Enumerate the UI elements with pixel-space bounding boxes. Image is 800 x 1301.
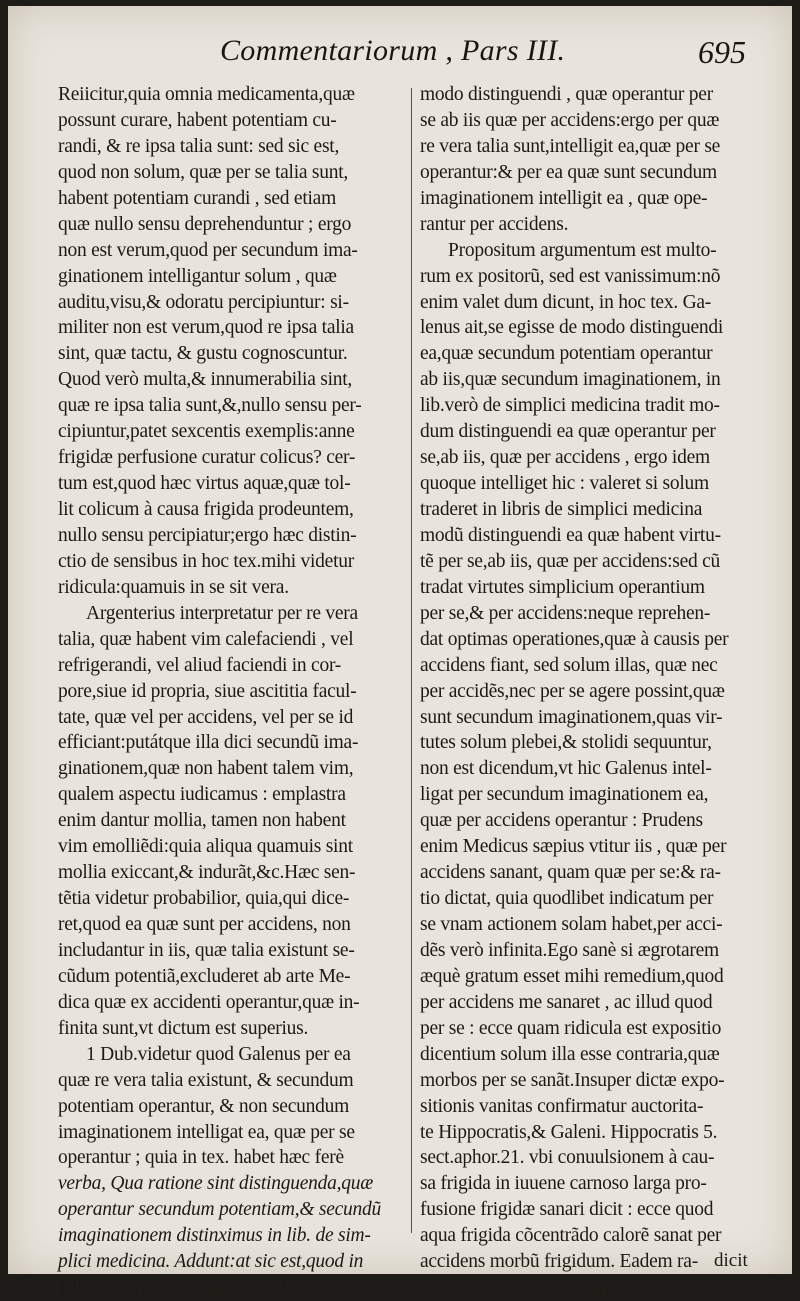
text-line: æquè gratum esset mihi remedium,quod [420, 965, 724, 987]
text-line: dẽs verò infinita.Ego sanè si ægrotarem [420, 939, 719, 961]
column-divider [411, 88, 412, 1233]
text-line: quæ re vera talia existunt, & secundum [58, 1069, 354, 1091]
text-line: Propositum argumentum est multo- [448, 239, 717, 261]
text-line: lib.verò de simplici medicina tradit mo- [420, 395, 720, 417]
page-number: 695 [698, 34, 746, 70]
text-line: possunt curare, habent potentiam cu- [58, 109, 337, 131]
text-line: Reiicitur,quia omnia medicamenta,quæ [58, 84, 355, 105]
text-line: dicentium solum illa esse contraria,quæ [420, 1043, 720, 1065]
text-line: quod non solum, quæ per se talia sunt, [58, 161, 349, 183]
text-line: mollia exiccant,& indurãt,&c.Hæc sen- [58, 862, 356, 884]
text-line: fusione frigidæ sanari dicit : ecce quod [420, 1199, 714, 1221]
text-line: se,ab iis, quæ per accidens , ergo idem [420, 447, 710, 469]
text-line: imaginationem intelligit ea , quæ ope- [420, 187, 708, 209]
text-line: ea,quæ secundum potentiam operantur [420, 343, 713, 365]
text-line: enim dantur mollia, tamen non habent [58, 810, 346, 832]
text-line: Quod verò multa,& innumerabilia sint, [58, 369, 353, 391]
text-line: lenus ait,se egisse de modo distinguendi [420, 317, 724, 339]
text-line: accidens sanant, quam quæ per se:& ra- [420, 862, 721, 884]
text-line: pore,siue id propria, siue ascititia facul- [58, 680, 357, 702]
text-line: frigidæ perfusione curatur colicus? cer- [58, 447, 356, 469]
text-line: tum est,quod hæc virtus aquæ,quæ tol- [58, 473, 351, 495]
text-line: ginationem intelligantur solum , quæ [58, 265, 337, 287]
text-line: sa frigida in iuuene carnoso larga pro- [420, 1173, 707, 1195]
text-line: ret,quod ea quæ sunt per accidens, non [58, 914, 351, 935]
text-line: enim valet dum dicunt, in hoc tex. Ga- [420, 291, 712, 313]
text-line: modo distinguendi , quæ operantur per [420, 84, 713, 105]
text-line: rum ex positorũ, sed est vanissimum:nõ [420, 265, 721, 287]
text-line: dum distinguendi ea quæ operantur per [420, 421, 716, 443]
text-line: vim emolliẽdi:quia aliqua quamuis sint [58, 836, 353, 858]
text-line: quæ per accidens operantur : Prudens [420, 810, 703, 832]
text-line: sint, quæ tactu, & gustu cognoscuntur. [58, 343, 348, 365]
text-line: potentiam operantur, & non secundum [58, 1095, 350, 1117]
text-line: ligat per secundum imaginationem ea, [420, 784, 709, 806]
text-line: dica quæ ex accidenti operantur,quæ in- [58, 991, 360, 1013]
text-line: tio dictat, quia quodlibet indicatum per [420, 888, 714, 910]
text-line: tione,Galenus 3. de temperamentis,c.5. [420, 1277, 714, 1299]
text-line: nullo sensu percipiatur;ergo hæc distin- [58, 524, 357, 546]
text-line: qualem aspectu iudicamus : emplastra [58, 784, 346, 806]
text-line: auditu,visu,& odoratu percipiuntur: si- [58, 291, 349, 313]
text-line: operantur:& per ea quæ sunt secundum [420, 161, 717, 183]
text-line: quæ re ipsa talia sunt,&,nullo sensu per- [58, 395, 362, 417]
text-line: morbos per se sanãt.Insuper dictæ expo- [420, 1069, 725, 1091]
text-line: refrigerandi, vel aliud faciendi in cor- [58, 654, 342, 676]
text-line: habent potentiam curandi , sed etiam [58, 187, 336, 209]
running-title: Commentariorum , Pars III. [220, 34, 566, 67]
text-line: lit colicum à causa frigida prodeuntem, [58, 499, 354, 520]
text-line: imaginationem intelligat ea, quæ per se [58, 1121, 355, 1143]
text-line: imaginationem distinximus in lib. de sim- [58, 1225, 371, 1247]
text-line: enim Medicus sæpius vtitur iis , quæ per [420, 836, 727, 858]
book-page [8, 6, 792, 1299]
text-line: aqua frigida cõcentrãdo calorẽ sanat per [420, 1225, 722, 1247]
text-line: tradat virtutes simplicium operantium [420, 576, 705, 598]
text-line: quæ nullo sensu deprehenduntur ; ergo [58, 213, 352, 235]
text-line: tẽtia videtur probabilior, quia,qui dice- [58, 888, 350, 910]
text-line: talia, quæ habent vim calefaciendi , vel [58, 628, 354, 650]
text-line: efficiant:putátque illa dici secundũ ima- [58, 732, 359, 754]
text-line: ginationem,quæ non habent talem vim, [58, 758, 354, 780]
text-line: operantur ; quia in tex. habet hæc ferè [58, 1147, 344, 1169]
text-line: modũ distinguendi ea quæ habent virtu- [420, 524, 721, 546]
text-line: 1.lib. & tertio de simplici med. egit de [58, 1277, 346, 1299]
text-line: traderet in libris de simplici medicina [420, 499, 703, 520]
text-line: tẽ per se,ab iis, quæ per accidens:sed cũ [420, 550, 721, 572]
text-line: te Hippocratis,& Galeni. Hippocratis 5. [420, 1121, 718, 1143]
text-line: tate, quæ vel per accidens, vel per se id [58, 706, 354, 728]
text-line: Argenterius interpretatur per re vera [86, 602, 358, 624]
text-line: per accidẽs,nec per se agere possint,quæ [420, 680, 725, 702]
text-line: verba, Qua ratione sint distinguenda,quæ [58, 1173, 373, 1195]
text-line: randi, & re ipsa talia sunt: sed sic est, [58, 135, 340, 157]
text-line: per se,& per accidens:neque reprehen- [420, 602, 711, 624]
text-line: per accidens me sanaret , ac illud quod [420, 991, 713, 1013]
text-line: ctio de sensibus in hoc tex.mihi videtur [58, 550, 354, 572]
text-line: quoque intelliget hic : valeret si solum [420, 473, 709, 495]
text-line: ridicula:quamuis in se sit vera. [58, 576, 289, 598]
text-line: se vnam actionem solam habet,per acci- [420, 914, 723, 935]
text-line: cipiuntur,patet sexcentis exemplis:anne [58, 421, 355, 443]
text-line: dat optimas operationes,quæ à causis per [420, 628, 729, 650]
text-line: operantur secundum potentiam,& secundũ [58, 1199, 382, 1221]
text-line: accidens fiant, sed solum illas, quæ nec [420, 654, 718, 676]
text-line: ab iis,quæ secundum imaginationem, in [420, 369, 721, 391]
text-line: includantur in iis, quæ talia existunt se- [58, 939, 355, 961]
text-line: 1 Dub.videtur quod Galenus per ea [86, 1043, 351, 1065]
text-line: plici medicina. Addunt:at sic est,quod in [58, 1251, 364, 1273]
text-line: accidens morbũ frigidum. Eadem ra- [420, 1251, 698, 1273]
text-line: cũdum potentiã,excluderet ab arte Me- [58, 965, 351, 987]
catchword: dicit [714, 1250, 748, 1271]
text-line: tutes solum plebei,& stolidi sequuntur, [420, 732, 712, 754]
text-line: non est dicendum,vt hic Galenus intel- [420, 758, 712, 780]
text-line: per se : ecce quam ridicula est expositio [420, 1017, 722, 1039]
running-head [8, 32, 792, 72]
left-text-column [58, 82, 406, 1301]
right-text-column [420, 82, 786, 1301]
text-line: sunt secundum imaginationem,quas vir- [420, 706, 723, 728]
text-line: sitionis vanitas confirmatur auctorita- [420, 1095, 704, 1117]
text-line: se ab iis quæ per accidens:ergo per quæ [420, 109, 720, 131]
text-line: re vera talia sunt,intelligit ea,quæ per se [420, 135, 721, 157]
text-line: non est verum,quod per secundum ima- [58, 239, 358, 261]
text-line: militer non est verum,quod re ipsa talia [58, 317, 354, 339]
text-line: rantur per accidens. [420, 213, 569, 235]
text-line: sect.aphor.21. vbi conuulsionem à cau- [420, 1147, 715, 1169]
text-line: finita sunt,vt dictum est superius. [58, 1017, 309, 1039]
